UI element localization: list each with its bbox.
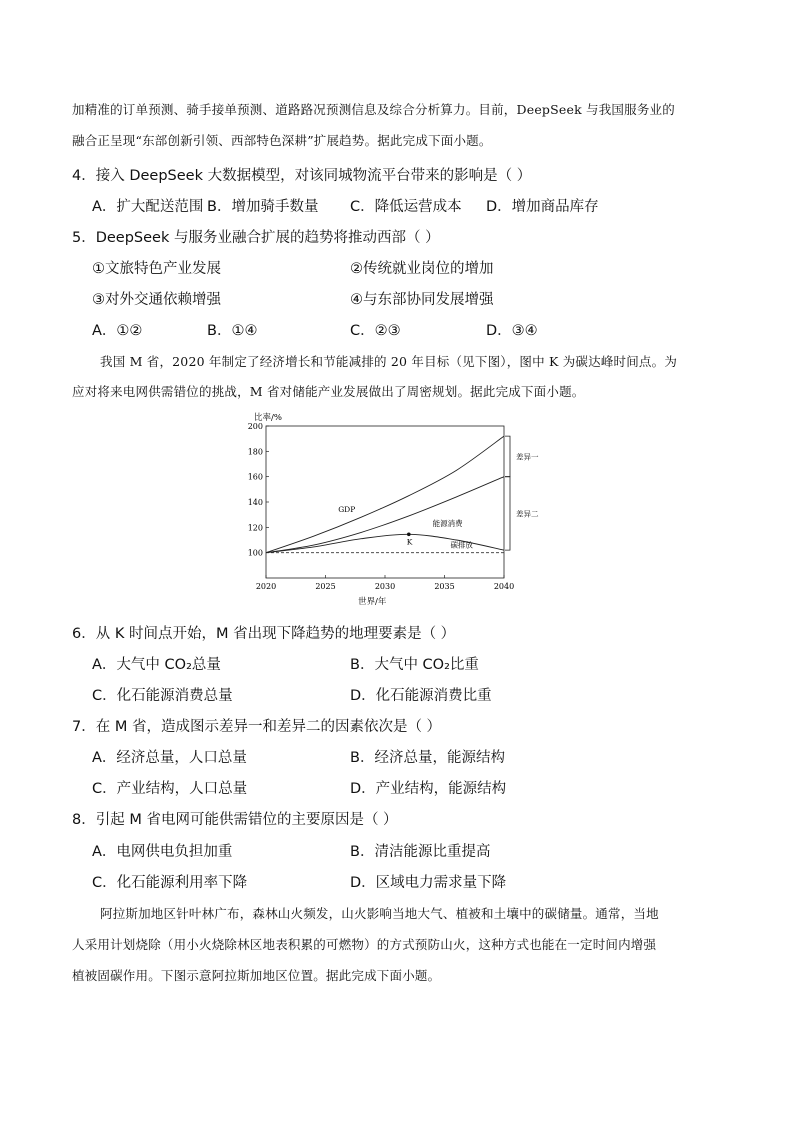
bracket-diff-1	[505, 436, 510, 477]
q6-option-d[interactable]: D．化石能源消费比重	[350, 688, 492, 704]
series-gdp-label: GDP	[338, 505, 356, 515]
x-tick-label: 2030	[374, 582, 396, 591]
plot-frame	[266, 426, 504, 578]
y-tick-label: 180	[247, 447, 263, 457]
q6-option-c[interactable]: C．化石能源消费总量	[92, 688, 233, 704]
intro1-line2: 融合正呈现“东部创新引领、西部特色深耕”扩展趋势。据此完成下面小题。	[72, 133, 492, 148]
q5-option-d[interactable]: D．③④	[486, 323, 538, 339]
q5-statement-3: ③对外交通依赖增强	[92, 292, 221, 308]
series-energy-label: 能源消费	[432, 519, 463, 529]
q4-stem: 4．接入 DeepSeek 大数据模型，对该同城物流平台带来的影响是（ ）	[72, 168, 532, 184]
q4-option-a[interactable]: A．扩大配送范围	[92, 199, 204, 215]
x-tick-label: 2020	[255, 582, 277, 591]
q6-option-b[interactable]: B．大气中 CO₂比重	[350, 657, 479, 673]
q4-option-d[interactable]: D．增加商品库存	[486, 199, 599, 215]
q8-option-b[interactable]: B．清洁能源比重提高	[350, 844, 491, 860]
y-tick-label: 160	[247, 472, 263, 482]
q5-option-a[interactable]: A．①②	[92, 323, 143, 339]
q8-option-d[interactable]: D．区域电力需求量下降	[350, 875, 507, 891]
q5-statement-2: ②传统就业岗位的增加	[350, 261, 494, 277]
q7-option-a[interactable]: A．经济总量，人口总量	[92, 750, 247, 766]
intro3-line1: 阿拉斯加地区针叶林广布，森林山火频发，山火影响当地大气、植被和土壤中的碳储量。通常，当地	[100, 906, 659, 921]
q6-option-a[interactable]: A．大气中 CO₂总量	[92, 657, 221, 673]
q7-option-c[interactable]: C．产业结构，人口总量	[92, 781, 248, 797]
bracket-diff-2-label: 差异二	[516, 509, 539, 519]
y-tick-label: 100	[247, 548, 263, 558]
y-tick-label: 120	[247, 523, 263, 533]
q5-stem: 5．DeepSeek 与服务业融合扩展的趋势将推动西部（ ）	[72, 230, 440, 246]
q5-statement-4: ④与东部协同发展增强	[350, 292, 494, 308]
q7-option-d[interactable]: D．产业结构，能源结构	[350, 781, 507, 797]
x-tick-label: 2025	[315, 582, 336, 591]
intro2-line2: 应对将来电网供需错位的挑战，M 省对储能产业发展做出了周密规划。据此完成下面小题。	[72, 384, 585, 399]
x-tick-label: 2040	[493, 582, 515, 591]
bracket-diff-2	[505, 477, 510, 550]
x-tick-label: 2035	[434, 582, 455, 591]
y-axis-label: 比率/%	[254, 413, 282, 423]
q7-stem: 7．在 M 省，造成图示差异一和差异二的因素依次是（ ）	[72, 719, 442, 735]
line-chart	[240, 408, 540, 613]
chart-svg	[240, 408, 540, 613]
k-point	[407, 533, 411, 537]
bracket-diff-1-label: 差异一	[516, 452, 539, 462]
y-tick-label: 140	[247, 498, 263, 507]
k-point-label: K	[406, 537, 413, 547]
intro3-line2: 人采用计划烧除（用小火烧除林区地表积累的可燃物）的方式预防山火，这种方式也能在一定时间内增强	[72, 937, 657, 952]
intro3-line3: 植被固碳作用。下图示意阿拉斯加地区位置。据此完成下面小题。	[72, 968, 441, 983]
q8-option-c[interactable]: C．化石能源利用率下降	[92, 875, 248, 891]
q8-option-a[interactable]: A．电网供电负担加重	[92, 844, 233, 860]
q4-option-c[interactable]: C．降低运营成本	[350, 199, 462, 215]
x-axis-label: 世界/年	[358, 597, 387, 607]
q4-option-b[interactable]: B．增加骑手数量	[207, 199, 319, 215]
intro1-line1: 加精准的订单预测、骑手接单预测、道路路况预测信息及综合分析算力。目前，DeepSeek 与我国服务业的	[72, 102, 675, 117]
q5-statement-1: ①文旅特色产业发展	[92, 261, 221, 277]
q7-option-b[interactable]: B．经济总量，能源结构	[350, 750, 505, 766]
q8-stem: 8．引起 M 省电网可能供需错位的主要原因是（ ）	[72, 812, 398, 828]
y-tick-label: 200	[247, 422, 263, 431]
series-gdp-line	[266, 436, 504, 553]
q5-option-c[interactable]: C．②③	[350, 323, 401, 339]
intro2-line1: 我国 M 省，2020 年制定了经济增长和节能减排的 20 年目标（见下图），图中 K 为碳达峰时间点。为	[100, 354, 678, 369]
q5-option-b[interactable]: B．①④	[207, 323, 258, 339]
q6-stem: 6．从 K 时间点开始，M 省出现下降趋势的地理要素是（ ）	[72, 626, 456, 642]
series-carbon-label: 碳排放	[450, 540, 473, 550]
